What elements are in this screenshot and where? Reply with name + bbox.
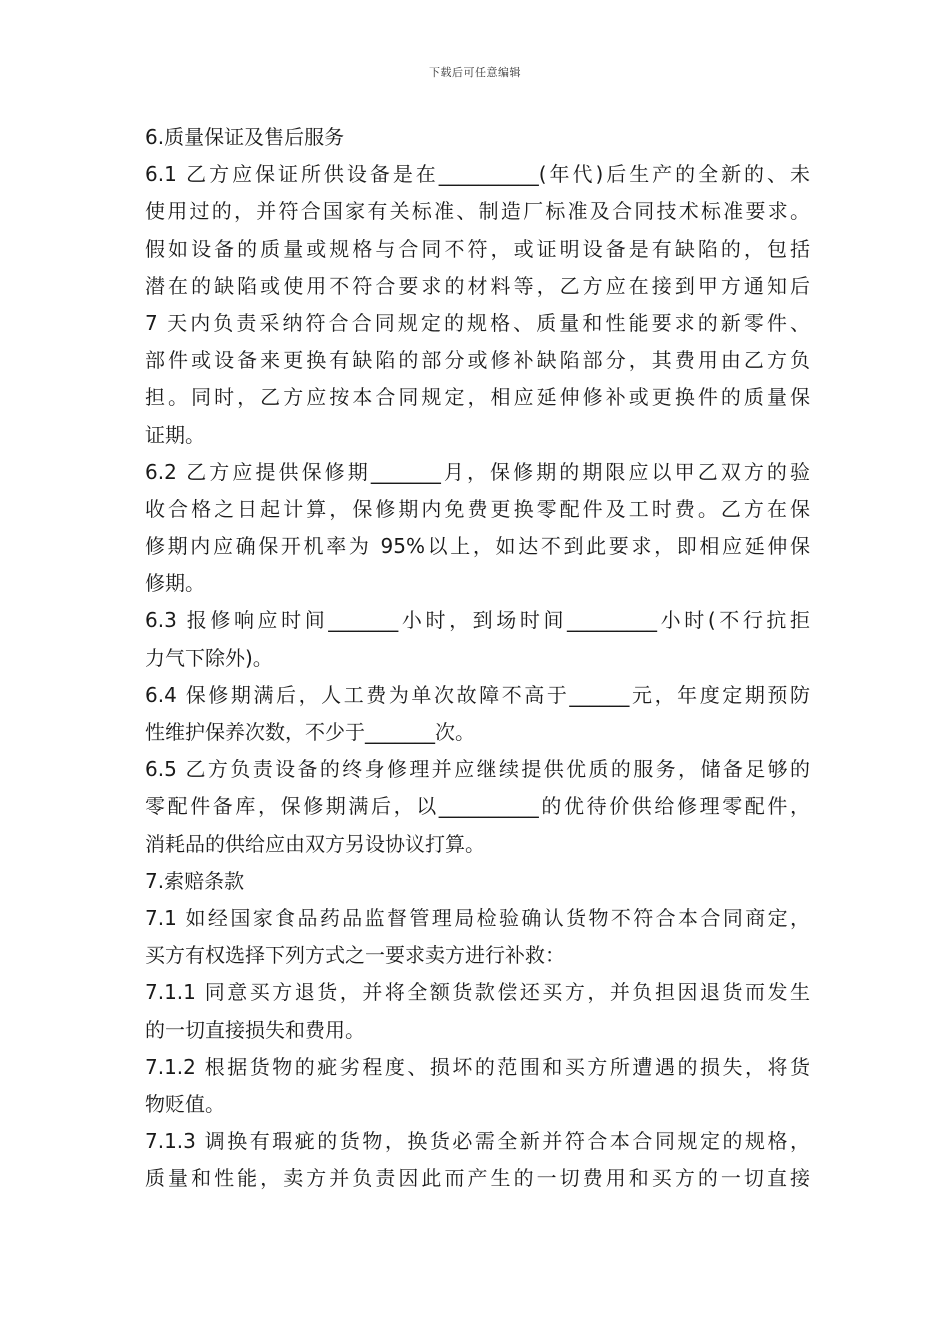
document-line: 修期。 [145,571,205,596]
document-line: 物贬值。 [145,1091,225,1116]
document-line: 6.质量保证及售后服务 [145,125,345,149]
document-line: 使用过的，并符合国家有关标准、制造厂标准及合同技术标准要求。 [145,199,810,224]
document-body [145,119,810,1197]
document-line: 6.1 乙方应保证所供设备是在__________(年代)后生产的全新的、未 [145,162,810,187]
document-line: 7 天内负责采纳符合合同规定的规格、质量和性能要求的新零件、 [145,310,810,335]
document-line: 修期内应确保开机率为 95%以上，如达不到此要求，即相应延伸保 [145,534,810,559]
page-header: 下载后可任意编辑 [429,66,521,79]
document-line: 6.4 保修期满后，人工费为单次故障不高于______元，年度定期预防 [145,682,810,707]
document-line: 买方有权选择下列方式之一要求卖方进行补救： [145,943,565,968]
document-line: 质量和性能，卖方并负责因此而产生的一切费用和买方的一切直接 [145,1166,810,1191]
document-line: 性维护保养次数，不少于_______次。 [145,720,475,744]
document-line: 力气下除外)。 [145,645,273,670]
document-line: 消耗品的供给应由双方另设协议打算。 [145,831,485,856]
document-line: 7.1 如经国家食品药品监督管理局检验确认货物不符合本合同商定， [145,905,810,930]
document-line: 假如设备的质量或规格与合同不符，或证明设备是有缺陷的，包括 [145,236,810,261]
document-line: 证期。 [145,422,205,447]
document-line: 7.1.3 调换有瑕疵的货物，换货必需全新并符合本合同规定的规格， [145,1129,810,1154]
document-line: 6.2 乙方应提供保修期_______月，保修期的期限应以甲乙双方的验 [145,459,810,484]
document-line: 7.1.1 同意买方退货，并将全额货款偿还买方，并负担因退货而发生 [145,980,810,1005]
document-line: 潜在的缺陷或使用不符合要求的材料等，乙方应在接到甲方通知后 [145,273,810,298]
document-line: 担。同时，乙方应按本合同规定，相应延伸修补或更换件的质量保 [145,385,810,410]
document-line: 收合格之日起计算，保修期内免费更换零配件及工时费。乙方在保 [145,496,810,521]
document-line: 7.1.2 根据货物的疵劣程度、损坏的范围和买方所遭遇的损失，将货 [145,1054,810,1079]
document-line: 零配件备库，保修期满后，以__________的优待价供给修理零配件， [145,794,810,819]
document-line: 的一切直接损失和费用。 [145,1017,365,1042]
document-line: 6.3 报修响应时间_______小时，到场时间_________小时(不行抗拒 [145,608,810,633]
document-line: 6.5 乙方负责设备的终身修理并应继续提供优质的服务，储备足够的 [145,757,810,782]
document-line: 7.索赔条款 [145,868,245,893]
document-line: 部件或设备来更换有缺陷的部分或修补缺陷部分，其费用由乙方负 [145,348,810,373]
